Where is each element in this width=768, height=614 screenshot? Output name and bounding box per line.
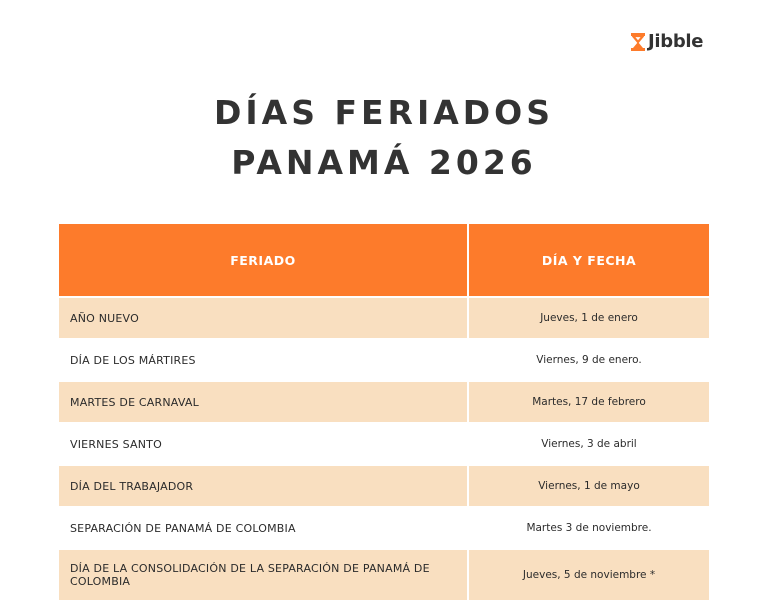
page-title-line-1: DÍAS FERIADOS bbox=[214, 93, 554, 132]
table-row bbox=[59, 296, 709, 338]
holiday-date: Viernes, 3 de abril bbox=[467, 424, 709, 464]
holiday-name: MARTES DE CARNAVAL bbox=[70, 395, 199, 409]
header-date: DÍA Y FECHA bbox=[467, 224, 709, 296]
holiday-name: DÍA DE LOS MÁRTIRES bbox=[70, 353, 196, 367]
holidays-table bbox=[59, 224, 709, 600]
holiday-name: SEPARACIÓN DE PANAMÁ DE COLOMBIA bbox=[70, 521, 296, 535]
holiday-name: VIERNES SANTO bbox=[70, 437, 162, 451]
brand-name: Jibble bbox=[648, 31, 704, 52]
brand-logo bbox=[631, 31, 703, 53]
holiday-date: Viernes, 1 de mayo bbox=[467, 466, 709, 506]
holiday-date: Martes 3 de noviembre. bbox=[467, 508, 709, 548]
table-row bbox=[59, 380, 709, 422]
holiday-date: Viernes, 9 de enero. bbox=[467, 340, 709, 380]
table-row bbox=[59, 422, 709, 464]
holiday-name: DÍA DEL TRABAJADOR bbox=[70, 479, 194, 493]
holiday-date: Martes, 17 de febrero bbox=[467, 382, 709, 422]
holiday-date: Jueves, 5 de noviembre * bbox=[467, 550, 709, 600]
header-holiday: FERIADO bbox=[230, 252, 296, 268]
table-row bbox=[59, 548, 709, 600]
holiday-name: DÍA DE LA CONSOLIDACIÓN DE LA SEPARACIÓN DE PANAMÁ DE COLOMBIA bbox=[70, 562, 430, 588]
hourglass-logo-icon bbox=[631, 33, 645, 51]
table-header-row bbox=[59, 224, 709, 296]
holiday-name: AÑO NUEVO bbox=[70, 311, 139, 325]
page-title-line-2: PANAMÁ 2026 bbox=[231, 143, 537, 182]
table-row bbox=[59, 338, 709, 380]
table-row bbox=[59, 464, 709, 506]
table-row bbox=[59, 506, 709, 548]
page-title bbox=[0, 88, 768, 188]
holiday-date: Jueves, 1 de enero bbox=[467, 298, 709, 338]
